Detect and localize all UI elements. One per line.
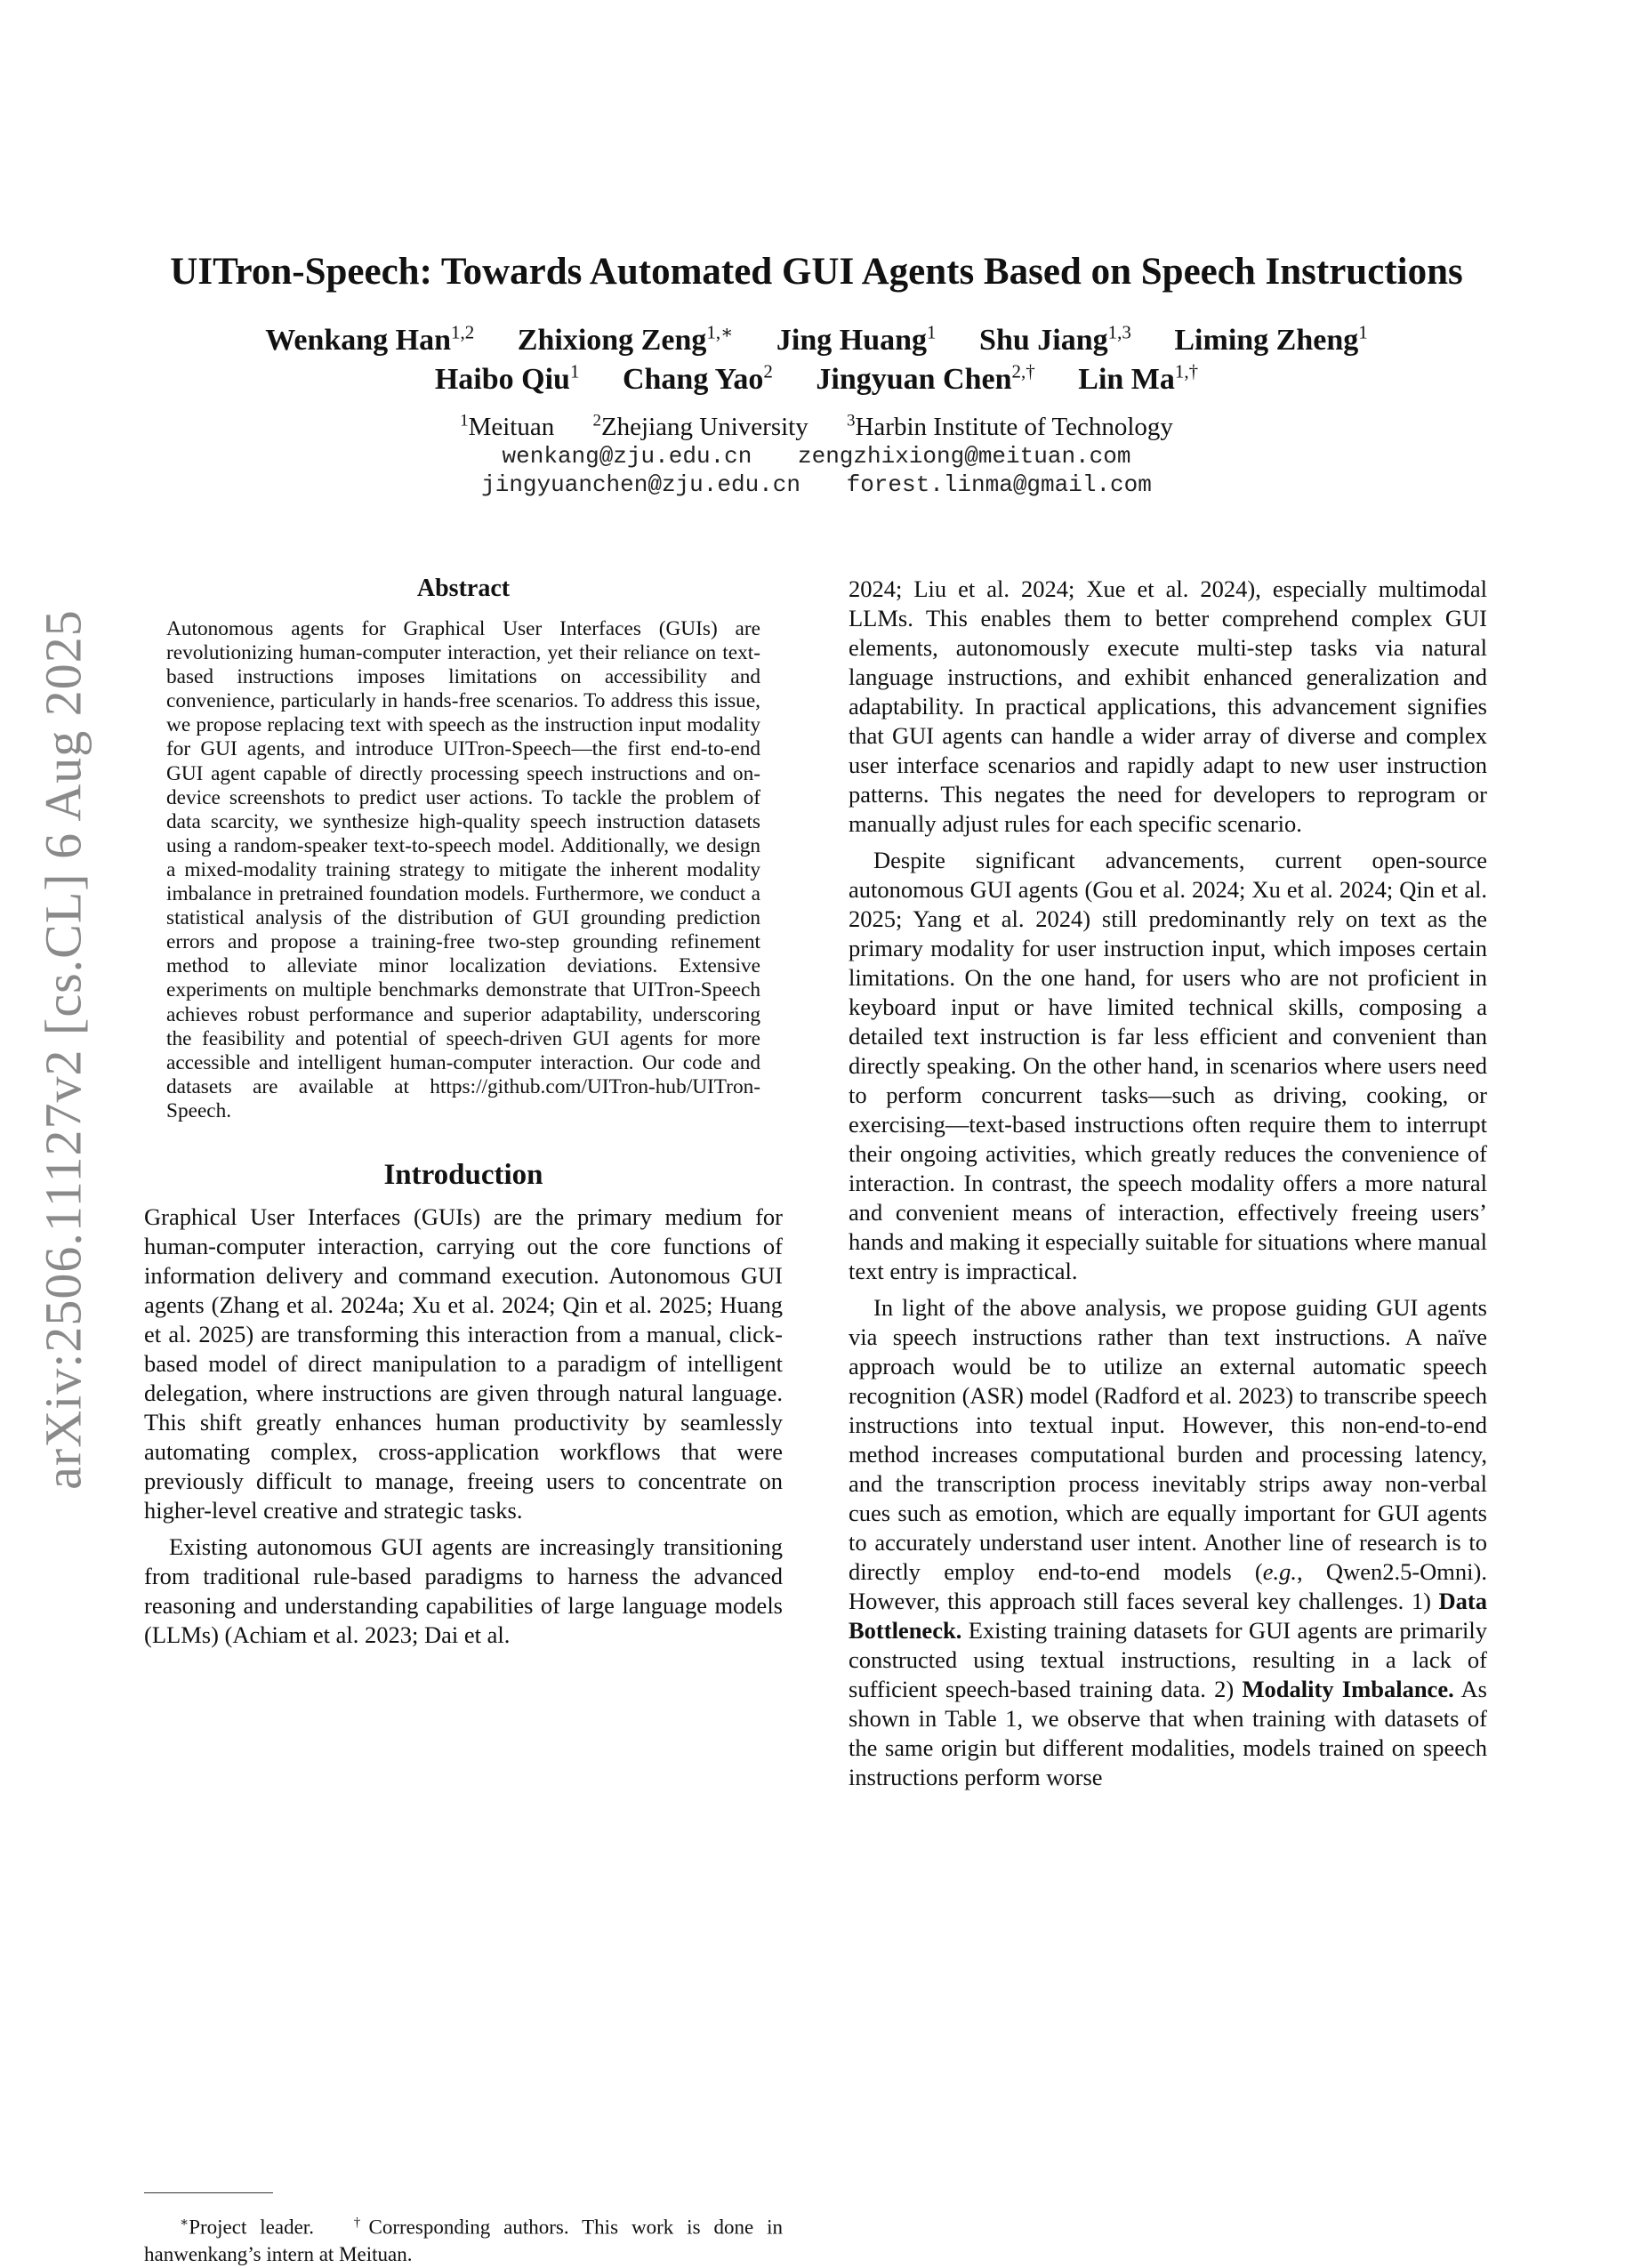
affiliation: $^3$Harbin Institute of Technology bbox=[846, 411, 1173, 441]
abstract-heading: Abstract bbox=[416, 575, 511, 602]
author: Shu Jiang$^{1,3}$ bbox=[979, 322, 1131, 358]
right-paragraph-3: In light of the above analysis, we propose guiding GUI agents via speech instructions rather than text instructions. A naïve approach would be to utilize an external automatic speech recognition (ASR) model (Radford et al. 2023) to transcribe speech instructions into textual input. However, this non-end-to-end method increases computational burden and processing latency, and the transcription process inevitably strips away non-verbal cues such as emotion, which are equally important for GUI agents to accurately understand user intent. Another line of research is to directly employ end-to-end models (e.g., Qwen2.5-Omni). However, this approach still faces several key challenges. 1) Data Bottleneck. Existing training datasets for GUI agents are primarily constructed using textual instructions, resulting in a lack of sufficient speech-based training data. 2) Modality Imbalance. As shown in Table 1, we observe that when training with datasets of the same origin but different modalities, models trained on speech instructions perform worse bbox=[849, 1294, 1487, 1790]
email-address: jingyuanchen@zju.edu.cn bbox=[481, 471, 800, 498]
affiliations bbox=[0, 411, 1633, 442]
authors-row-1 bbox=[0, 322, 1633, 359]
email-address: wenkang@zju.edu.cn bbox=[502, 443, 752, 470]
email-row-2 bbox=[0, 471, 1633, 498]
email-row-1 bbox=[0, 443, 1633, 470]
affiliation: $^2$Zhejiang University bbox=[592, 411, 808, 441]
email-address: zengzhixiong@meituan.com bbox=[798, 443, 1131, 470]
right-paragraph-1: 2024; Liu et al. 2024; Xue et al. 2024), especially multimodal LLMs. This enables them to better comprehend complex GUI elements, autonomously execute multi-step tasks via natural language instructions, and exhibit enhanced generalization and adaptability. In practical applications, this advancement signifies that GUI agents can handle a wider array of diverse and complex user interface scenarios and rapidly adapt to new user instruction patterns. This negates the need for developers to reprogram or manually adjust rules for each specific scenario. bbox=[849, 575, 1487, 837]
introduction-heading: Introduction bbox=[383, 1158, 543, 1191]
author: Jing Huang$^1$ bbox=[776, 322, 937, 358]
paper-title: UITron-Speech: Towards Automated GUI Agents Based on Speech Instructions bbox=[170, 251, 1463, 293]
author: Wenkang Han$^{1,2}$ bbox=[265, 322, 475, 358]
intro-paragraph-2: Existing autonomous GUI agents are increasingly transitioning from traditional rule-based paradigms to harness the advanced reasoning and understanding capabilities of large language models (LLMs) (Achiam et al. 2023; Dai et al. bbox=[144, 1532, 783, 1648]
arxiv-identifier: arXiv:2506.11127v2 [cs.CL] 6 Aug 2025 bbox=[34, 609, 93, 1490]
right-paragraph-2: Despite significant advancements, current open-source autonomous GUI agents (Gou et al. 2024; Xu et al. 2024; Qin et al. 2025; Yang et al. 2024) still predominantly rely on text as the primary modality for user instruction input, which imposes certain limitations. On the one hand, for users who are not proficient in keyboard input or have limited technical skills, composing a detailed text instruction is far less efficient and convenient than directly speaking. On the other hand, in scenarios where users need to perform concurrent tasks—such as driving, cooking, or exercising—text-based instructions often require them to interrupt their ongoing activities, which greatly reduces the convenience of interaction. In contrast, the speech modality offers a more natural and convenient means of interaction, effectively freeing users’ hands and making it especially suitable for situations where manual text entry is impractical. bbox=[849, 847, 1487, 1284]
author: Haibo Qiu$^1$ bbox=[434, 361, 580, 397]
email-address: forest.linma@gmail.com bbox=[846, 471, 1152, 498]
author: Chang Yao$^2$ bbox=[622, 361, 773, 397]
left-column bbox=[144, 575, 783, 1650]
authors-row-2 bbox=[0, 361, 1633, 398]
author: Jingyuan Chen$^{2,\dagger}$ bbox=[816, 361, 1035, 397]
footnote: ∗Project leader. †Corresponding authors. This work is done in hanwenkang’s intern at Meituan. bbox=[144, 2216, 784, 2265]
intro-paragraph-1: Graphical User Interfaces (GUIs) are the primary medium for human-computer interaction, carrying out the core functions of information delivery and command execution. Autonomous GUI agents (Zhang et al. 2024a; Xu et al. 2024; Qin et al. 2025; Huang et al. 2025) are transforming this interaction from a manual, click-based model of direct manipulation to a paradigm of intelligent delegation, where instructions are given through natural language. This shift greatly enhances human productivity by seamlessly automating complex, cross-application workflows that were previously difficult to manage, freeing users to concentrate on higher-level creative and strategic tasks. bbox=[144, 1202, 783, 1524]
arxiv-sidebar bbox=[27, 587, 100, 1512]
footnote-rule bbox=[144, 2192, 273, 2193]
right-column bbox=[849, 575, 1487, 1792]
author: Lin $Ma^{1,\dagger}$ bbox=[1078, 361, 1199, 397]
author: Zhixiong Zeng$^{1,∗}$ bbox=[517, 322, 734, 358]
abstract-text: Autonomous agents for Graphical User Interfaces (GUIs) are revolutionizing human-computer interaction, yet their reliance on text-based instructions imposes limitations on accessibility and convenience, particularly in hands-free scenarios. To address this issue, we propose replacing text with speech as the instruction input modality for GUI agents, and introduce UITron-Speech—the first end-to-end GUI agent capable of directly processing speech instructions and on-device screenshots to predict user actions. To tackle the problem of data scarcity, we synthesize high-quality speech instruction datasets using a random-speaker text-to-speech model. Additionally, we design a mixed-modality training strategy to mitigate the inherent modality imbalance in pretrained foundation models. Furthermore, we conduct a statistical analysis of the distribution of GUI grounding prediction errors and propose a training-free two-step grounding refinement method to alleviate minor localization deviations. Extensive experiments on multiple benchmarks demonstrate that UITron-Speech achieves robust performance and superior adaptability, underscoring the feasibility and potential of speech-driven GUI agents for more accessible and intelligent human-computer interaction. Our code and datasets are available at https://github.com/UITron-hub/UITron-Speech. bbox=[166, 617, 760, 1122]
affiliation: $^1$Meituan bbox=[460, 411, 555, 441]
author: Liming Zheng$^1$ bbox=[1174, 322, 1368, 358]
